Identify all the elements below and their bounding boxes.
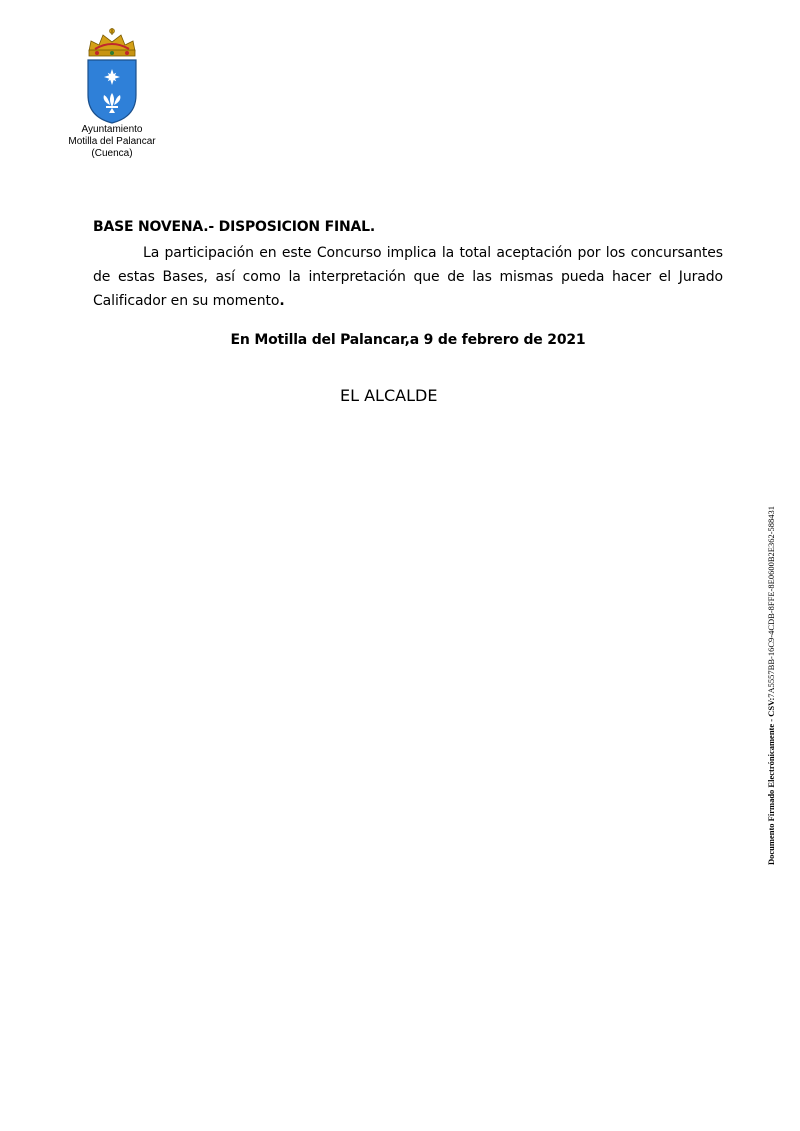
- body-paragraph: [93, 241, 723, 313]
- signatory-title: EL ALCALDE: [340, 386, 438, 405]
- electronic-signature-stamp: [766, 460, 776, 865]
- section-heading: BASE NOVENA.- DISPOSICION FINAL.: [93, 219, 375, 235]
- paragraph-text: La participación en este Concurso implica la total aceptación por los concursantes de estas Bases, así como la interpretación que de las mismas pueda hacer el Jurado Calificador en su momento: [93, 245, 723, 309]
- stamp-label: Documento Firmado Electrónicamente - CSV:: [766, 697, 776, 865]
- stamp-code: 7A5557BB-16C9-4CDB-8FFE-8E0600B2E362-588431: [766, 505, 776, 698]
- paragraph-period: .: [279, 293, 285, 309]
- coat-of-arms-icon: [81, 27, 143, 127]
- org-line-2: Motilla del Palancar: [68, 136, 156, 147]
- org-line-3: (Cuenca): [91, 148, 133, 159]
- org-line-1: Ayuntamiento: [81, 124, 143, 135]
- dateline: En Motilla del Palancar,a 9 de febrero de 2021: [230, 332, 586, 348]
- organization-name: [50, 124, 174, 160]
